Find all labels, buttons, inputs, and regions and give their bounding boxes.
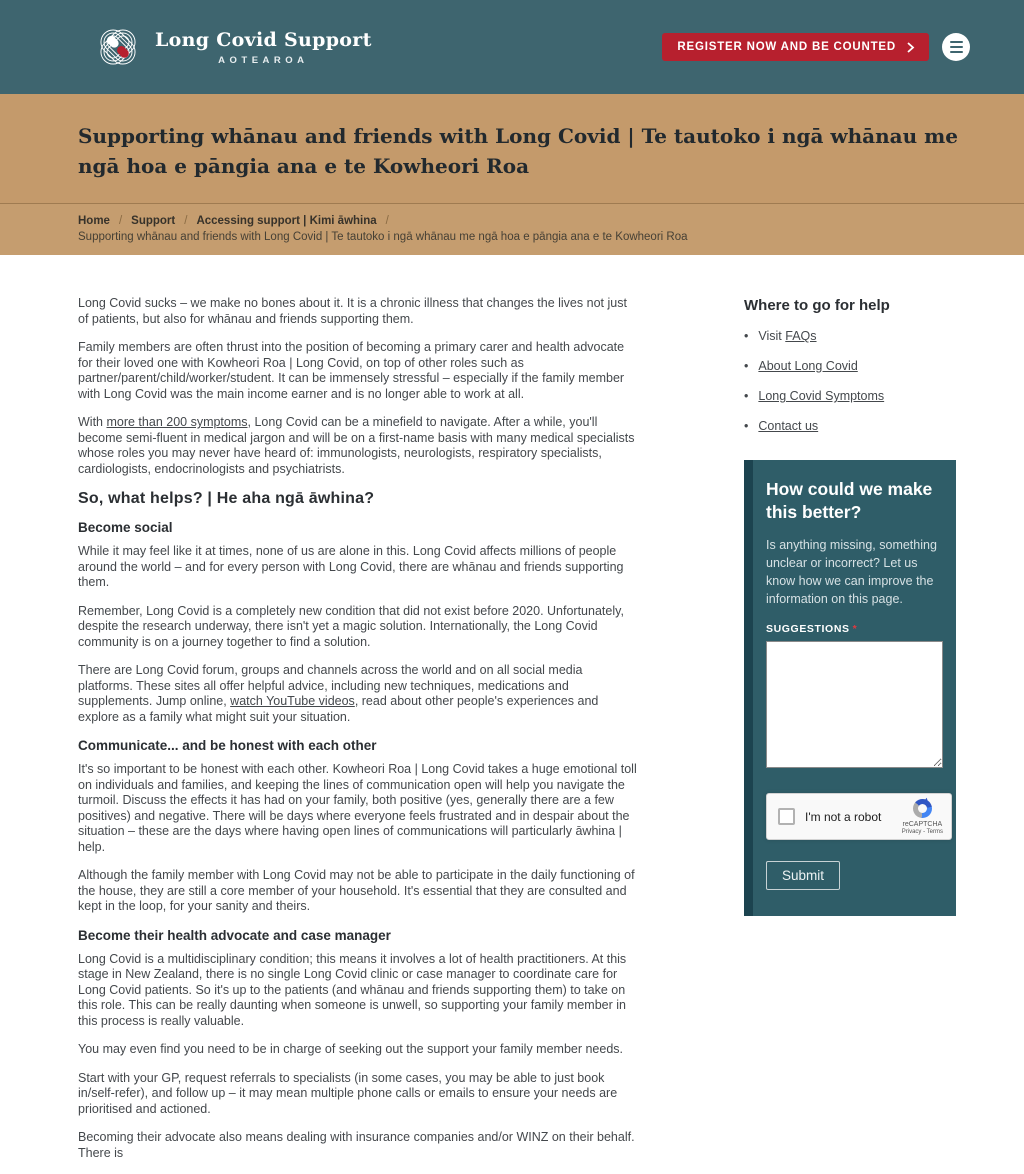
recaptcha-privacy-terms[interactable]: Privacy - Terms [901, 828, 943, 835]
inline-link[interactable]: more than 200 symptoms [106, 415, 248, 429]
site-header [0, 0, 1024, 94]
breadcrumb-link[interactable]: Support [131, 215, 176, 227]
recaptcha-label: I'm not a robot [805, 809, 882, 824]
breadcrumb-separator: / [385, 215, 389, 227]
feedback-intro: Is anything missing, something unclear or incorrect? Let us know how we can improve the information on this page. [766, 538, 937, 606]
paragraph: You may even find you need to be in charge of seeking out the support your family member needs. [78, 1042, 624, 1056]
paragraph: Long Covid is a multidisciplinary condition; this means it involves a lot of health practitioners. At this stage in New Zealand, there is no single Long Covid clinic or case manager to coordinate care for Long Covid patients. So it's up to the patients (and whānau and friends supporting them) to take on this role. This can be really daunting when someone is unwell, so supporting your family member in this process is really valuable. [78, 951, 627, 1028]
help-list-item: • Visit FAQs [744, 329, 817, 343]
main-content [0, 255, 1024, 1174]
chevron-right-icon [907, 42, 914, 53]
bullet-icon: • [744, 419, 749, 433]
bullet-icon: • [744, 329, 749, 343]
suggestions-textarea[interactable] [766, 641, 943, 768]
paragraph: There are Long Covid forum, groups and channels across the world and on all social media platforms. These sites all offer helpful advice, including new techniques, medications and supplements. Jump online, watch YouTube videos, read about other people's experiences and explore as a family what might suit your situation. [78, 663, 599, 724]
section-heading: Become social [78, 520, 173, 535]
feedback-title: How could we make this better? [766, 479, 933, 522]
submit-button[interactable]: Submit [766, 861, 840, 890]
breadcrumb-separator: / [184, 215, 188, 227]
paragraph: Long Covid sucks – we make no bones about it. It is a chronic illness that changes the lives not just of patients, but also for whānau and friends supporting them. [78, 296, 627, 326]
help-link[interactable]: About Long Covid [758, 359, 858, 373]
register-button-label: REGISTER NOW AND BE COUNTED [677, 41, 896, 53]
breadcrumb-separator: / [118, 215, 123, 227]
register-button[interactable] [662, 33, 929, 61]
section-heading: Become their health advocate and case manager [78, 927, 391, 943]
help-box-title: Where to go for help [744, 297, 890, 314]
paragraph: With more than 200 symptoms, Long Covid can be a minefield to navigate. After a while, you'll become semi-fluent in medical jargon and will be on a first-name basis with many medical specialists whose roles you may never have heard of: immunologists, neurologists, respiratory specialists, cardiologists, endocrinologists and psychiatrists. [78, 415, 635, 476]
paragraph: Becoming their advocate also means dealing with insurance companies and/or WINZ on their behalf. There is [78, 1130, 635, 1160]
breadcrumb-link[interactable]: Home [78, 215, 110, 227]
breadcrumb-current: Supporting whānau and friends with Long Covid | Te tautoko i ngā whānau me ngā hoa e pāngia ana e te Kowheori Roa [78, 231, 688, 243]
paragraph: Family members are often thrust into the position of becoming a primary carer and health advocate for their loved one with Kowheori Roa | Long Covid, on top of other roles such as partner/parent/child/worker/student. It can be immensely stressful – especially if the family member with Long Covid was the main income earner and is no longer able to work at all. [78, 340, 625, 401]
recaptcha-brand: reCAPTCHA Privacy - Terms [902, 799, 943, 835]
paragraph: It's so important to be honest with each other. Kowheori Roa | Long Covid takes a huge emotional toll on individuals and families, and keeping the lines of communication open will help you navigate the turmoil. Discuss the effects it has had on your family, both positive (yes, generally there are a few positives) and negative. There will be days where everyone feels frustrated and in despair about the situation – these are the days where having open lines of communications will particularly āwhina | help. [78, 762, 637, 854]
help-link-list [744, 329, 956, 433]
recaptcha-checkbox[interactable] [778, 808, 795, 825]
menu-button[interactable] [942, 33, 970, 61]
paragraph: Although the family member with Long Covid may not be able to participate in the daily functioning of the house, they are still a core member of your household. It's essential that they are consulted and kept in the loop, for your sanity and theirs. [78, 868, 635, 913]
help-list-item [744, 359, 956, 373]
help-link[interactable]: Contact us [758, 419, 819, 433]
paragraph: Start with your GP, request referrals to specialists (in some cases, you may be able to just book in/self-refer), and follow up – it may mean multiple phone calls or emails to ensure your needs are prioritised and actioned. [78, 1070, 618, 1116]
help-link[interactable]: FAQs [785, 329, 817, 343]
feedback-panel [744, 460, 956, 916]
logo-knot-icon [92, 21, 144, 73]
inline-link[interactable]: watch YouTube videos [230, 694, 355, 708]
required-marker: * [852, 623, 858, 635]
breadcrumb [0, 203, 1024, 255]
help-list-item [744, 389, 956, 403]
page-title: Supporting whānau and friends with Long Covid | Te tautoko i ngā whānau me ngā hoa e pāngia ana e te Kowheori Roa [78, 124, 959, 178]
logo-title: Long Covid Support [155, 28, 372, 51]
help-link[interactable]: Long Covid Symptoms [758, 389, 885, 403]
breadcrumb-link[interactable]: Accessing support | Kimi āwhina [196, 215, 377, 227]
article-body [78, 296, 640, 1174]
logo-subtitle: AOTEAROA [218, 54, 309, 66]
paragraph: Remember, Long Covid is a completely new condition that did not exist before 2020. Unfortunately, despite the research underway, there isn't yet a magic solution. Internationally, the Long Covid community is on a journey together to find a solution. [78, 603, 624, 649]
recaptcha-widget [766, 793, 952, 840]
page-title-banner [0, 94, 1024, 203]
suggestions-label: SUGGESTIONS * [766, 623, 858, 635]
bullet-icon: • [744, 359, 749, 373]
help-list-item [744, 419, 956, 433]
section-heading: Communicate... and be honest with each other [78, 738, 377, 753]
section-heading: So, what helps? | He aha ngā āwhina? [78, 490, 375, 507]
bullet-icon: • [744, 389, 749, 403]
hamburger-icon [950, 41, 963, 43]
sidebar [744, 296, 956, 1174]
paragraph: While it may feel like it at times, none of us are alone in this. Long Covid affects millions of people around the world – and for every person with Long Covid, there are whānau and friends supporting them. [78, 544, 624, 589]
recaptcha-logo-icon [913, 799, 932, 818]
site-logo[interactable] [92, 21, 372, 73]
logo-text [155, 29, 372, 66]
